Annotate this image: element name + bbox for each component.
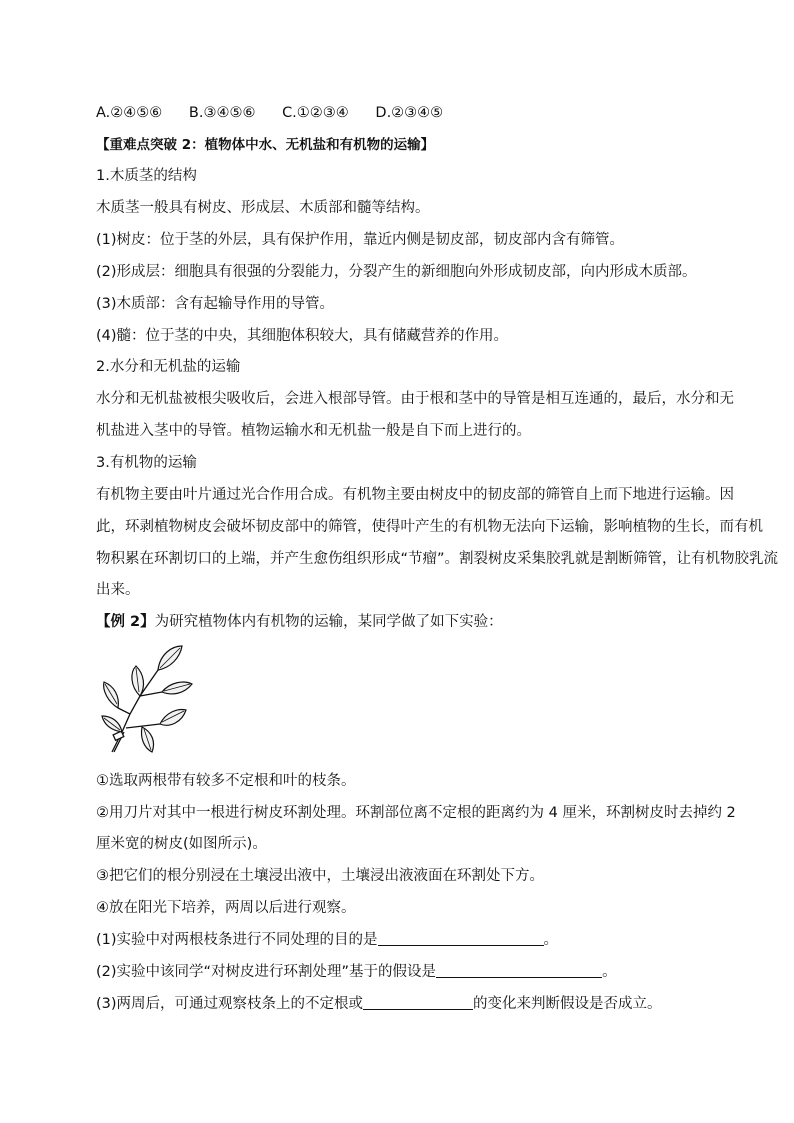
s2-line-1: 水分和无机盐被根尖吸收后，会进入根部导管。由于根和茎中的导管是相互连通的，最后，水分和无 [96,391,734,407]
answer-blank-1[interactable] [378,931,544,946]
option-b[interactable]: B.③④⑤⑥ [188,105,256,121]
s1-intro: 木质茎一般具有树皮、形成层、木质部和髓等结构。 [96,200,430,216]
question-1 [96,930,726,950]
option-c[interactable]: C.①②③④ [282,105,349,121]
option-d[interactable]: D.②③④⑤ [375,105,444,121]
leaf [162,682,192,694]
s1-title: 1.木质茎的结构 [96,168,197,184]
example-intro-line [96,612,726,632]
s1-item-3: (3)木质部：含有起输导作用的导管。 [96,296,335,312]
s2-title: 2.水分和无机盐的运输 [96,359,241,375]
s3-line-2: 此，环剥植物树皮会破坏韧皮部中的筛管，使得叶产生的有机物无法向下运输，影响植物的生长，而有机 [96,519,763,535]
step-3: ③把它们的根分别浸在土壤浸出液中，土壤浸出液液面在环割处下方。 [96,868,544,884]
question-1-text: (1)实验中对两根枝条进行不同处理的目的是 [96,932,378,948]
s1-item-4: (4)髓：位于茎的中央，其细胞体积较大，具有储藏营养的作用。 [96,328,509,344]
s1-item-2: (2)形成层：细胞具有很强的分裂能力，分裂产生的新细胞向外形成韧皮部，向内形成木质部。 [96,264,697,280]
option-a[interactable]: A.②④⑤⑥ [96,105,163,121]
s3-title: 3.有机物的运输 [96,455,197,471]
answer-blank-2[interactable] [436,963,602,978]
question-2 [96,962,726,982]
step-1: ①选取两根带有较多不定根和叶的枝条。 [96,773,356,789]
question-3-end: 的变化来判断假设是否成立。 [473,996,662,1012]
s2-line-2: 机盐进入茎中的导管。植物运输水和无机盐一般是自下而上进行的。 [96,423,531,439]
step-2-cont: 厘米宽的树皮(如图所示)。 [96,836,267,852]
example-label: 【例 2】 [96,614,155,630]
step-2: ②用刀片对其中一根进行树皮环割处理。环割部位离不定根的距离约为 4 厘米，环割树皮时去掉约 2 [96,805,736,821]
answer-blank-3[interactable] [363,995,473,1010]
example-intro: 为研究植物体内有机物的运输，某同学做了如下实验： [154,614,503,630]
question-2-end: 。 [602,964,617,980]
question-3-text: (3)两周后，可通过观察枝条上的不定根或 [96,996,364,1012]
question-3 [96,994,726,1014]
s3-line-3: 物积累在环割切口的上端，并产生愈伤组织形成“节瘤”。割裂树皮采集胶乳就是割断筛管，让有机物胶乳流 [96,551,779,567]
step-4: ④放在阳光下培养，两周以后进行观察。 [96,900,356,916]
s1-item-1: (1)树皮：位于茎的外层，具有保护作用，靠近内侧是韧皮部，韧皮部内含有筛管。 [96,232,625,248]
answer-options [96,103,726,123]
section-heading: 【重难点突破 2：植物体中水、无机盐和有机物的运输】 [96,137,435,153]
s3-line-4: 出来。 [96,582,140,598]
branch-with-leaves-illustration [100,640,195,755]
question-1-end: 。 [543,932,559,948]
question-2-text: (2)实验中该同学“对树皮进行环割处理”基于的假设是 [96,964,437,980]
s3-line-1: 有机物主要由叶片通过光合作用合成。有机物主要由树皮中的韧皮部的筛管自上而下地进行运输。因 [96,487,734,503]
